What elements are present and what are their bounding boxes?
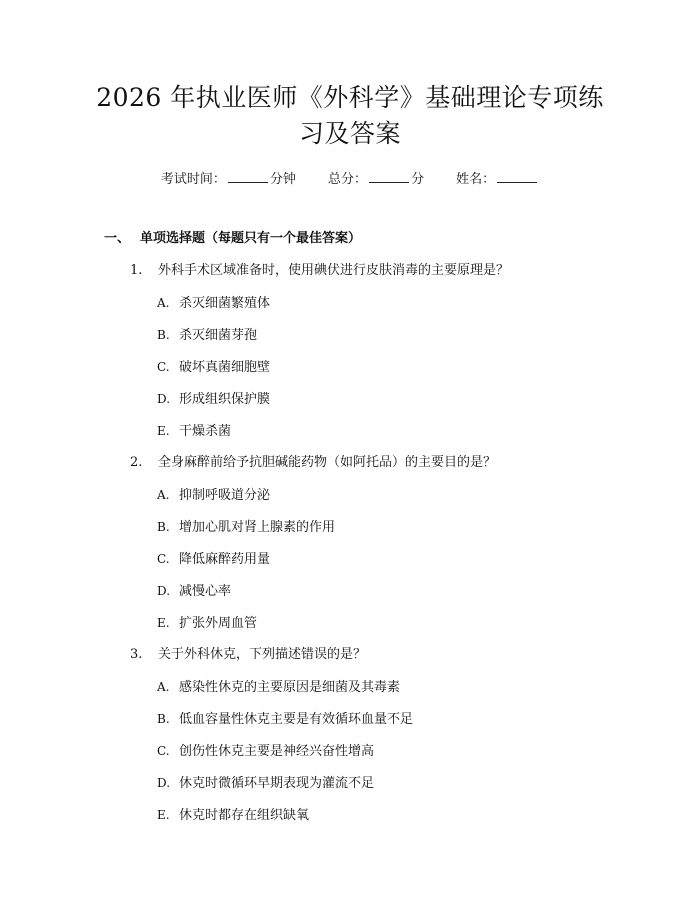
section-number: 一、	[104, 231, 131, 246]
option-text: 杀灭细菌芽孢	[179, 328, 258, 343]
question-text: 全身麻醉前给予抗胆碱能药物（如阿托品）的主要目的是？	[158, 455, 497, 470]
exam-time-label: 考试时间：	[160, 172, 226, 187]
option-text: 低血容量性休克主要是有效循环血量不足	[179, 712, 414, 727]
option-letter: D.	[157, 392, 171, 406]
option-letter: D.	[157, 584, 171, 598]
question-number: 2.	[130, 455, 143, 470]
total-score-label: 总分：	[327, 172, 367, 187]
total-score-unit: 分	[411, 172, 425, 187]
option-text: 扩张外周血管	[179, 616, 258, 631]
q3-option-d	[157, 773, 374, 794]
exam-meta-line	[0, 168, 700, 190]
option-letter: B.	[157, 712, 170, 726]
question-text: 外科手术区域准备时，使用碘伏进行皮肤消毒的主要原理是？	[158, 263, 510, 278]
question-text: 关于外科休克，下列描述错误的是？	[158, 647, 367, 662]
option-text: 干燥杀菌	[179, 424, 232, 439]
q2-option-d	[157, 581, 231, 602]
option-text: 减慢心率	[179, 584, 232, 599]
question-1	[130, 261, 509, 281]
q1-option-c	[157, 357, 270, 378]
question-3	[130, 645, 366, 665]
q1-option-a	[157, 293, 270, 314]
total-score	[328, 168, 424, 190]
option-text: 休克时微循环早期表现为灌流不足	[179, 776, 375, 791]
option-text: 破坏真菌细胞壁	[179, 360, 271, 375]
option-text: 感染性休克的主要原因是细菌及其毒素	[179, 680, 401, 695]
student-name	[456, 168, 539, 190]
option-letter: B.	[157, 520, 170, 534]
page-title-line-1: 2026 年执业医师《外科学》基础理论专项练	[96, 83, 604, 112]
option-text: 增加心肌对肾上腺素的作用	[179, 520, 336, 535]
section-title: 单项选择题（每题只有一个最佳答案）	[140, 231, 362, 246]
option-letter: C.	[157, 360, 170, 374]
option-letter: A.	[157, 488, 170, 502]
q3-option-a	[157, 677, 400, 698]
q1-option-b	[157, 325, 257, 346]
q1-option-d	[157, 389, 270, 410]
option-letter: C.	[157, 552, 170, 566]
question-2	[130, 453, 496, 473]
q2-option-c	[157, 549, 270, 570]
option-text: 降低麻醉药用量	[179, 552, 271, 567]
exam-time	[161, 168, 296, 190]
q1-option-e	[157, 421, 231, 442]
q2-option-a	[157, 485, 270, 506]
option-letter: E.	[157, 424, 170, 438]
question-number: 3.	[130, 647, 143, 662]
question-number: 1.	[130, 263, 143, 278]
total-score-blank	[369, 168, 409, 183]
q3-option-c	[157, 741, 374, 762]
option-letter: C.	[157, 744, 170, 758]
option-letter: B.	[157, 328, 170, 342]
option-letter: A.	[157, 680, 170, 694]
option-letter: A.	[157, 296, 170, 310]
student-name-blank	[497, 168, 537, 183]
option-letter: E.	[157, 808, 170, 822]
exam-time-blank	[228, 168, 268, 183]
student-name-label: 姓名：	[456, 172, 496, 187]
q3-option-e	[157, 805, 309, 826]
q2-option-e	[157, 613, 257, 634]
option-letter: E.	[157, 616, 170, 630]
option-letter: D.	[157, 776, 171, 790]
q3-option-b	[157, 709, 413, 730]
exam-time-unit: 分钟	[269, 172, 296, 187]
option-text: 抑制呼吸道分泌	[179, 488, 271, 503]
option-text: 休克时都存在组织缺氧	[179, 808, 310, 823]
q2-option-b	[157, 517, 335, 538]
option-text: 创伤性休克主要是神经兴奋性增高	[179, 744, 375, 759]
section-heading	[104, 229, 361, 249]
page-title-line-2: 习及答案	[298, 119, 401, 148]
option-text: 形成组织保护膜	[179, 392, 271, 407]
option-text: 杀灭细菌繁殖体	[179, 296, 271, 311]
